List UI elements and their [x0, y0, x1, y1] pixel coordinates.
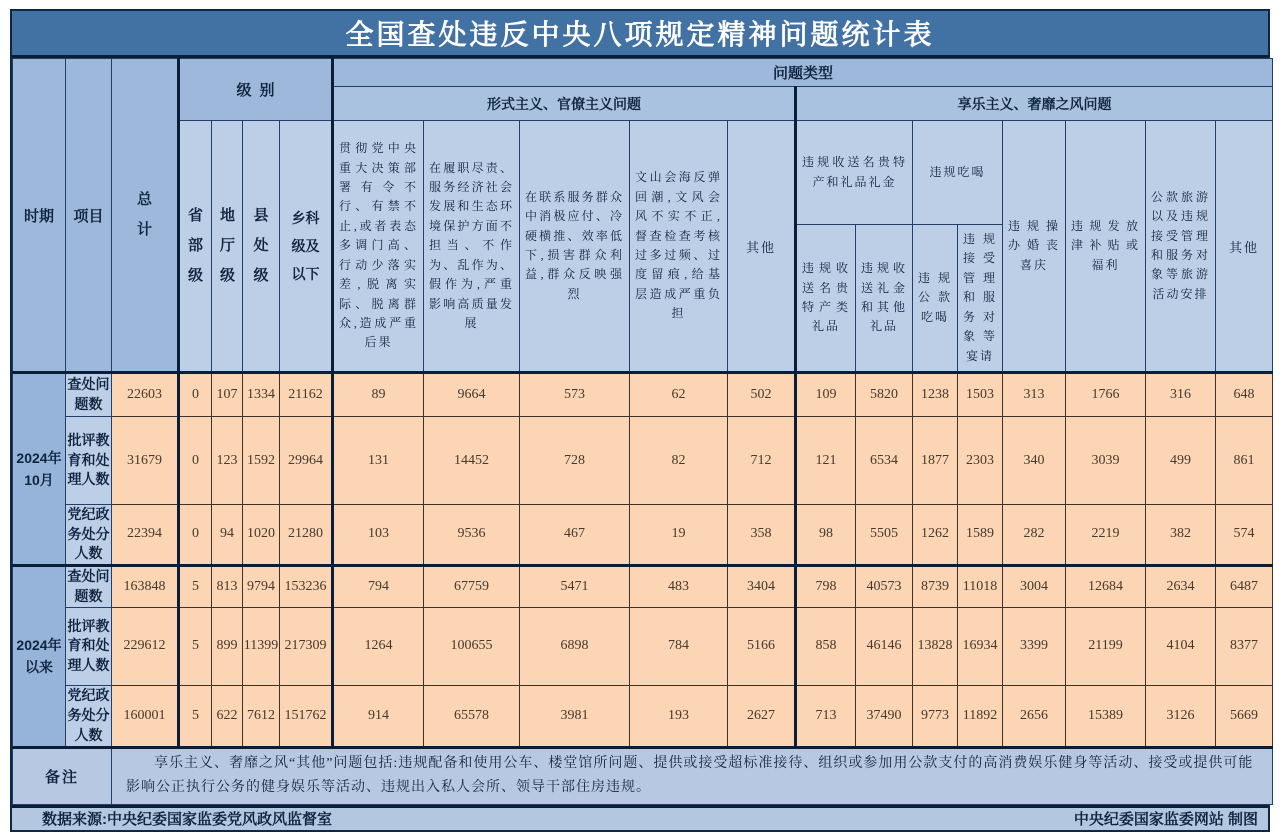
- row-label: 查处问题数: [66, 373, 112, 417]
- header-formalism-col-meetings: 文山会海反弹回潮,文风会风不实不正,督查检查考核过多过频、过度留痕,给基层造成严重负担: [630, 121, 728, 373]
- data-cell: 648: [1216, 373, 1273, 417]
- data-cell: 1334: [243, 373, 280, 417]
- header-problem-type-group: 问题类型: [333, 59, 1273, 87]
- data-cell: 19: [630, 505, 728, 566]
- row-label: 党纪政务处分人数: [66, 505, 112, 566]
- data-cell: 1264: [333, 607, 424, 685]
- header-dining-col-banquets: 违规接受管理和服务对象等宴请: [958, 225, 1003, 373]
- data-cell: 0: [179, 417, 212, 505]
- row-label: 批评教育和处理人数: [66, 607, 112, 685]
- data-cell: 13828: [913, 607, 958, 685]
- total-cell: 229612: [112, 607, 179, 685]
- credit-text: 中央纪委国家监委网站 制图: [1073, 811, 1258, 829]
- data-cell: 502: [728, 373, 796, 417]
- data-cell: 914: [333, 685, 424, 747]
- data-cell: 123: [212, 417, 243, 505]
- data-cell: 1766: [1066, 373, 1146, 417]
- data-cell: 2303: [958, 417, 1003, 505]
- total-cell: 22603: [112, 373, 179, 417]
- data-cell: 1262: [913, 505, 958, 566]
- data-cell: 62: [630, 373, 728, 417]
- data-cell: 784: [630, 607, 728, 685]
- data-cell: 713: [796, 685, 856, 747]
- data-cell: 798: [796, 565, 856, 607]
- data-cell: 37490: [856, 685, 913, 747]
- data-cell: 340: [1003, 417, 1066, 505]
- data-cell: 861: [1216, 417, 1273, 505]
- data-cell: 622: [212, 685, 243, 747]
- data-cell: 7612: [243, 685, 280, 747]
- remark-text: 享乐主义、奢靡之风“其他”问题包括:违规配备和使用公车、楼堂馆所问题、提供或接受超标准接待、组织或参加用公款支付的高消费娱乐健身等活动、接受或提供可能影响公正执行公务的健身娱乐等活动、违规出入私人会所、领导干部住房违规。: [112, 747, 1273, 804]
- footer-bar: [12, 805, 1268, 830]
- data-cell: 467: [520, 505, 630, 566]
- data-cell: 3004: [1003, 565, 1066, 607]
- data-cell: 6898: [520, 607, 630, 685]
- data-cell: 65578: [424, 685, 520, 747]
- header-formalism-group: 形式主义、官僚主义问题: [333, 87, 796, 121]
- data-cell: 11399: [243, 607, 280, 685]
- table-frame: [10, 9, 1270, 832]
- data-cell: 9536: [424, 505, 520, 566]
- data-cell: 82: [630, 417, 728, 505]
- data-cell: 8377: [1216, 607, 1273, 685]
- header-gift-col-specialty: 违规收送名贵特产类礼品: [796, 225, 856, 373]
- data-cell: 5: [179, 565, 212, 607]
- data-cell: 5505: [856, 505, 913, 566]
- source-text: 数据来源:中央纪委国家监委党风政风监督室: [42, 811, 332, 829]
- data-cell: 313: [1003, 373, 1066, 417]
- data-cell: 3981: [520, 685, 630, 747]
- data-cell: 98: [796, 505, 856, 566]
- data-cell: 358: [728, 505, 796, 566]
- header-formalism-col-other: 其他: [728, 121, 796, 373]
- data-cell: 574: [1216, 505, 1273, 566]
- data-cell: 5166: [728, 607, 796, 685]
- data-cell: 6487: [1216, 565, 1273, 607]
- data-cell: 858: [796, 607, 856, 685]
- header-dining-col-public-funds: 违规公款吃喝: [913, 225, 958, 373]
- data-cell: 5471: [520, 565, 630, 607]
- header-level-township: 乡科级及以下: [280, 121, 333, 373]
- header-hedonism-col-other: 其他: [1216, 121, 1273, 373]
- data-cell: 1589: [958, 505, 1003, 566]
- header-level-prefecture: 地厅级: [212, 121, 243, 373]
- data-cell: 728: [520, 417, 630, 505]
- data-cell: 5: [179, 685, 212, 747]
- header-allowance-col: 违规发放津补贴或福利: [1066, 121, 1146, 373]
- data-cell: 483: [630, 565, 728, 607]
- total-cell: 163848: [112, 565, 179, 607]
- data-cell: 282: [1003, 505, 1066, 566]
- header-gift-group: 违规收送名贵特产和礼品礼金: [796, 121, 913, 225]
- data-cell: 2634: [1146, 565, 1216, 607]
- data-cell: 813: [212, 565, 243, 607]
- data-cell: 151762: [280, 685, 333, 747]
- row-label: 党纪政务处分人数: [66, 685, 112, 747]
- data-cell: 11018: [958, 565, 1003, 607]
- data-cell: 1238: [913, 373, 958, 417]
- data-cell: 1020: [243, 505, 280, 566]
- data-cell: 8739: [913, 565, 958, 607]
- row-label: 批评教育和处理人数: [66, 417, 112, 505]
- data-cell: 67759: [424, 565, 520, 607]
- data-cell: 131: [333, 417, 424, 505]
- header-formalism-col-decisions: 贯彻党中央重大决策部署有令不行、有禁不止,或者表态多调门高、行动少落实差,脱离实际、脱离群众,造成严重后果: [333, 121, 424, 373]
- total-cell: 31679: [112, 417, 179, 505]
- data-cell: 94: [212, 505, 243, 566]
- header-level-group: 级别: [179, 59, 333, 121]
- data-cell: 9664: [424, 373, 520, 417]
- page-title: 全国查处违反中央八项规定精神问题统计表: [12, 11, 1268, 58]
- data-cell: 14452: [424, 417, 520, 505]
- data-cell: 2656: [1003, 685, 1066, 747]
- header-item: 项目: [66, 59, 112, 373]
- data-cell: 100655: [424, 607, 520, 685]
- header-gift-col-cash: 违规收送礼金和其他礼品: [856, 225, 913, 373]
- data-cell: 12684: [1066, 565, 1146, 607]
- data-cell: 316: [1146, 373, 1216, 417]
- data-cell: 9794: [243, 565, 280, 607]
- header-formalism-col-masses: 在联系服务群众中消极应付、冷硬横推、效率低下,损害群众利益,群众反映强烈: [520, 121, 630, 373]
- header-level-provincial: 省部级: [179, 121, 212, 373]
- data-cell: 3404: [728, 565, 796, 607]
- period-cell: 2024年10月: [13, 373, 66, 566]
- data-cell: 2627: [728, 685, 796, 747]
- data-cell: 382: [1146, 505, 1216, 566]
- data-cell: 2219: [1066, 505, 1146, 566]
- header-formalism-col-duty: 在履职尽责、服务经济社会发展和生态环境保护方面不担当、不作为、乱作为、假作为,严重影响高质量发展: [424, 121, 520, 373]
- data-cell: 9773: [913, 685, 958, 747]
- data-cell: 217309: [280, 607, 333, 685]
- statistics-table: [12, 58, 1273, 805]
- header-level-county: 县处级: [243, 121, 280, 373]
- data-cell: 499: [1146, 417, 1216, 505]
- data-cell: 89: [333, 373, 424, 417]
- data-cell: 16934: [958, 607, 1003, 685]
- data-cell: 573: [520, 373, 630, 417]
- data-cell: 5820: [856, 373, 913, 417]
- data-cell: 40573: [856, 565, 913, 607]
- data-cell: 1503: [958, 373, 1003, 417]
- data-cell: 712: [728, 417, 796, 505]
- data-cell: 11892: [958, 685, 1003, 747]
- total-cell: 22394: [112, 505, 179, 566]
- data-cell: 1592: [243, 417, 280, 505]
- data-cell: 1877: [913, 417, 958, 505]
- data-cell: 193: [630, 685, 728, 747]
- data-cell: 153236: [280, 565, 333, 607]
- data-cell: 5: [179, 607, 212, 685]
- row-label: 查处问题数: [66, 565, 112, 607]
- header-hedonism-group: 享乐主义、奢靡之风问题: [796, 87, 1273, 121]
- data-cell: 899: [212, 607, 243, 685]
- data-cell: 46146: [856, 607, 913, 685]
- total-cell: 160001: [112, 685, 179, 747]
- data-cell: 107: [212, 373, 243, 417]
- data-cell: 5669: [1216, 685, 1273, 747]
- data-cell: 15389: [1066, 685, 1146, 747]
- data-cell: 109: [796, 373, 856, 417]
- header-total: [112, 59, 179, 373]
- data-cell: 29964: [280, 417, 333, 505]
- data-cell: 121: [796, 417, 856, 505]
- data-cell: 3126: [1146, 685, 1216, 747]
- remark-label: 备注: [13, 747, 112, 804]
- header-travel-col: 公款旅游以及违规接受管理和服务对象等旅游活动安排: [1146, 121, 1216, 373]
- data-cell: 4104: [1146, 607, 1216, 685]
- data-cell: 3039: [1066, 417, 1146, 505]
- header-total-text: 总计: [136, 191, 152, 238]
- header-period: 时期: [13, 59, 66, 373]
- data-cell: 103: [333, 505, 424, 566]
- data-cell: 0: [179, 505, 212, 566]
- data-cell: 6534: [856, 417, 913, 505]
- data-cell: 21162: [280, 373, 333, 417]
- data-cell: 3399: [1003, 607, 1066, 685]
- data-cell: 0: [179, 373, 212, 417]
- header-wedding-col: 违规操办婚丧喜庆: [1003, 121, 1066, 373]
- data-cell: 21280: [280, 505, 333, 566]
- header-dining-group: 违规吃喝: [913, 121, 1003, 225]
- data-cell: 794: [333, 565, 424, 607]
- data-cell: 21199: [1066, 607, 1146, 685]
- period-cell: 2024年以来: [13, 565, 66, 747]
